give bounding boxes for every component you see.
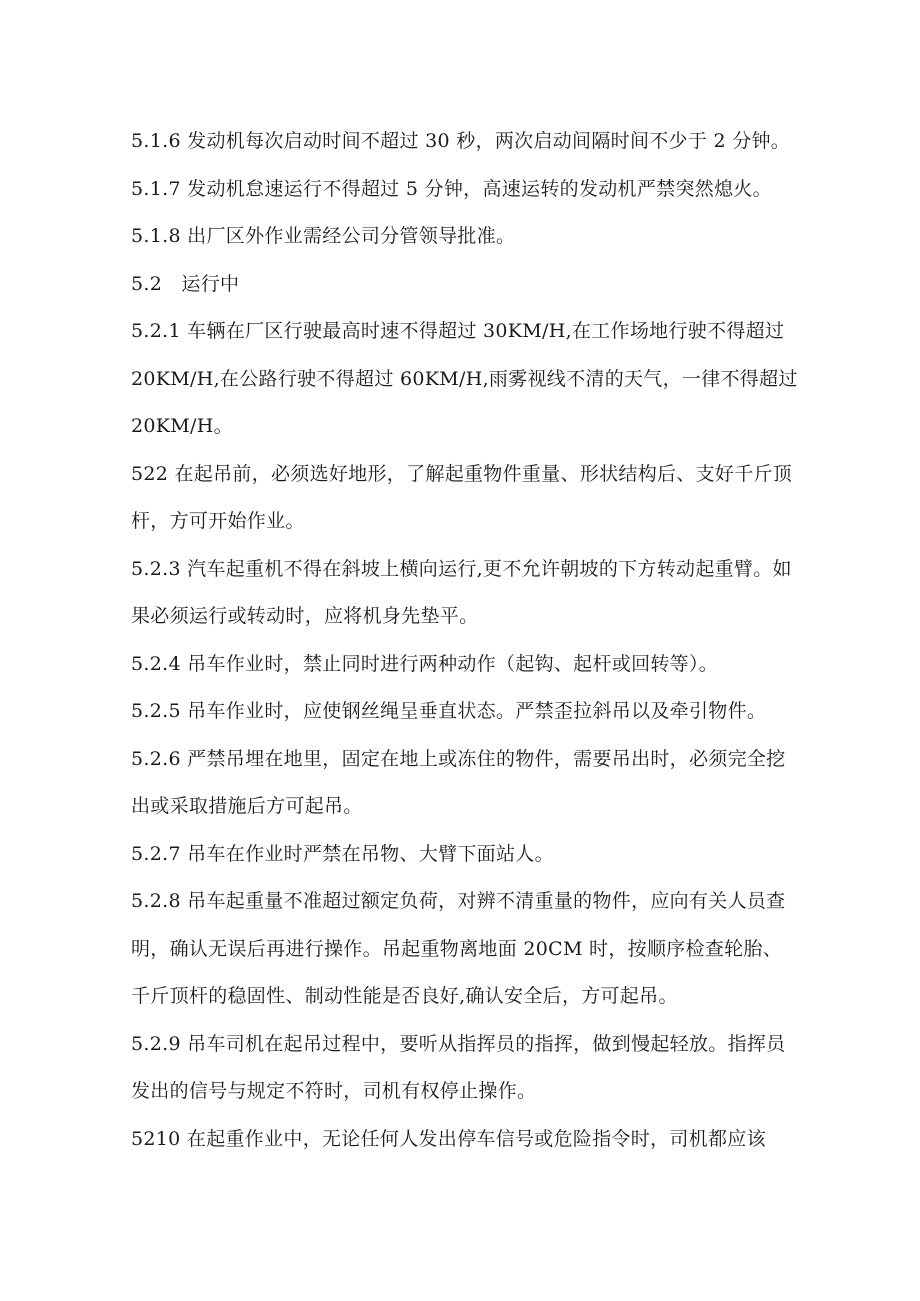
paragraph-5-2-6: 5.2.6 严禁吊埋在地里，固定在地上或冻住的物件，需要吊出时，必须完全挖出或采取措施后方可起吊。 bbox=[131, 747, 786, 817]
paragraph-5-1-8: 5.1.8 出厂区外作业需经公司分管领导批准。 bbox=[131, 225, 516, 247]
paragraph-5-2-7: 5.2.7 吊车在作业时严禁在吊物、大臂下面站人。 bbox=[131, 842, 554, 865]
paragraph-5-2-4: 5.2.4 吊车作业时，禁止同时进行两种动作（起钩、起杆或回转等）。 bbox=[131, 652, 719, 675]
paragraph-5-2-9: 5.2.9 吊车司机在起吊过程中，要听从指挥员的指挥，做到慢起轻放。指挥员发出的信号与规定不符时，司机有权停止操作。 bbox=[131, 1032, 786, 1102]
paragraph-5-2-10: 5210 在起重作业中，无论任何人发出停车信号或危险指令时，司机都应该 bbox=[131, 1127, 766, 1150]
section-heading-5-2: 5.2 运行中 bbox=[131, 272, 240, 295]
paragraph-5-2-2: 522 在起吊前，必须选好地形，了解起重物件重量、形状结构后、支好千斤顶杆，方可开始作业。 bbox=[131, 462, 793, 532]
paragraph-5-1-6: 5.1.6 发动机每次启动时间不超过 30 秒，两次启动间隔时间不少于 2 分钟。 bbox=[131, 130, 791, 152]
paragraph-5-2-8: 5.2.8 吊车起重量不准超过额定负荷，对辨不清重量的物件，应向有关人员查明，确认无误后再进行操作。吊起重物离地面 20CM 时，按顺序检查轮胎、千斤顶杆的稳固性、制动性能是否良好,确认安全后，方可起吊。 bbox=[131, 890, 786, 1007]
paragraph-5-1-7: 5.1.7 发动机怠速运行不得超过 5 分钟，高速运转的发动机严禁突然熄火。 bbox=[131, 177, 772, 200]
paragraph-5-2-3: 5.2.3 汽车起重机不得在斜坡上横向运行,更不允许朝坡的下方转动起重臂。如果必须运行或转动时，应将机身先垫平。 bbox=[131, 557, 792, 627]
paragraph-5-2-1: 5.2.1 车辆在厂区行驶最高时速不得超过 30KM/H,在工作场地行驶不得超过 20KM/H,在公路行驶不得超过 60KM/H,雨雾视线不清的天气，一律不得超过 20KM/H。 bbox=[131, 320, 798, 437]
document-body bbox=[131, 118, 801, 1163]
paragraph-5-2-5: 5.2.5 吊车作业时，应使钢丝绳呈垂直状态。严禁歪拉斜吊以及牵引物件。 bbox=[131, 700, 767, 722]
